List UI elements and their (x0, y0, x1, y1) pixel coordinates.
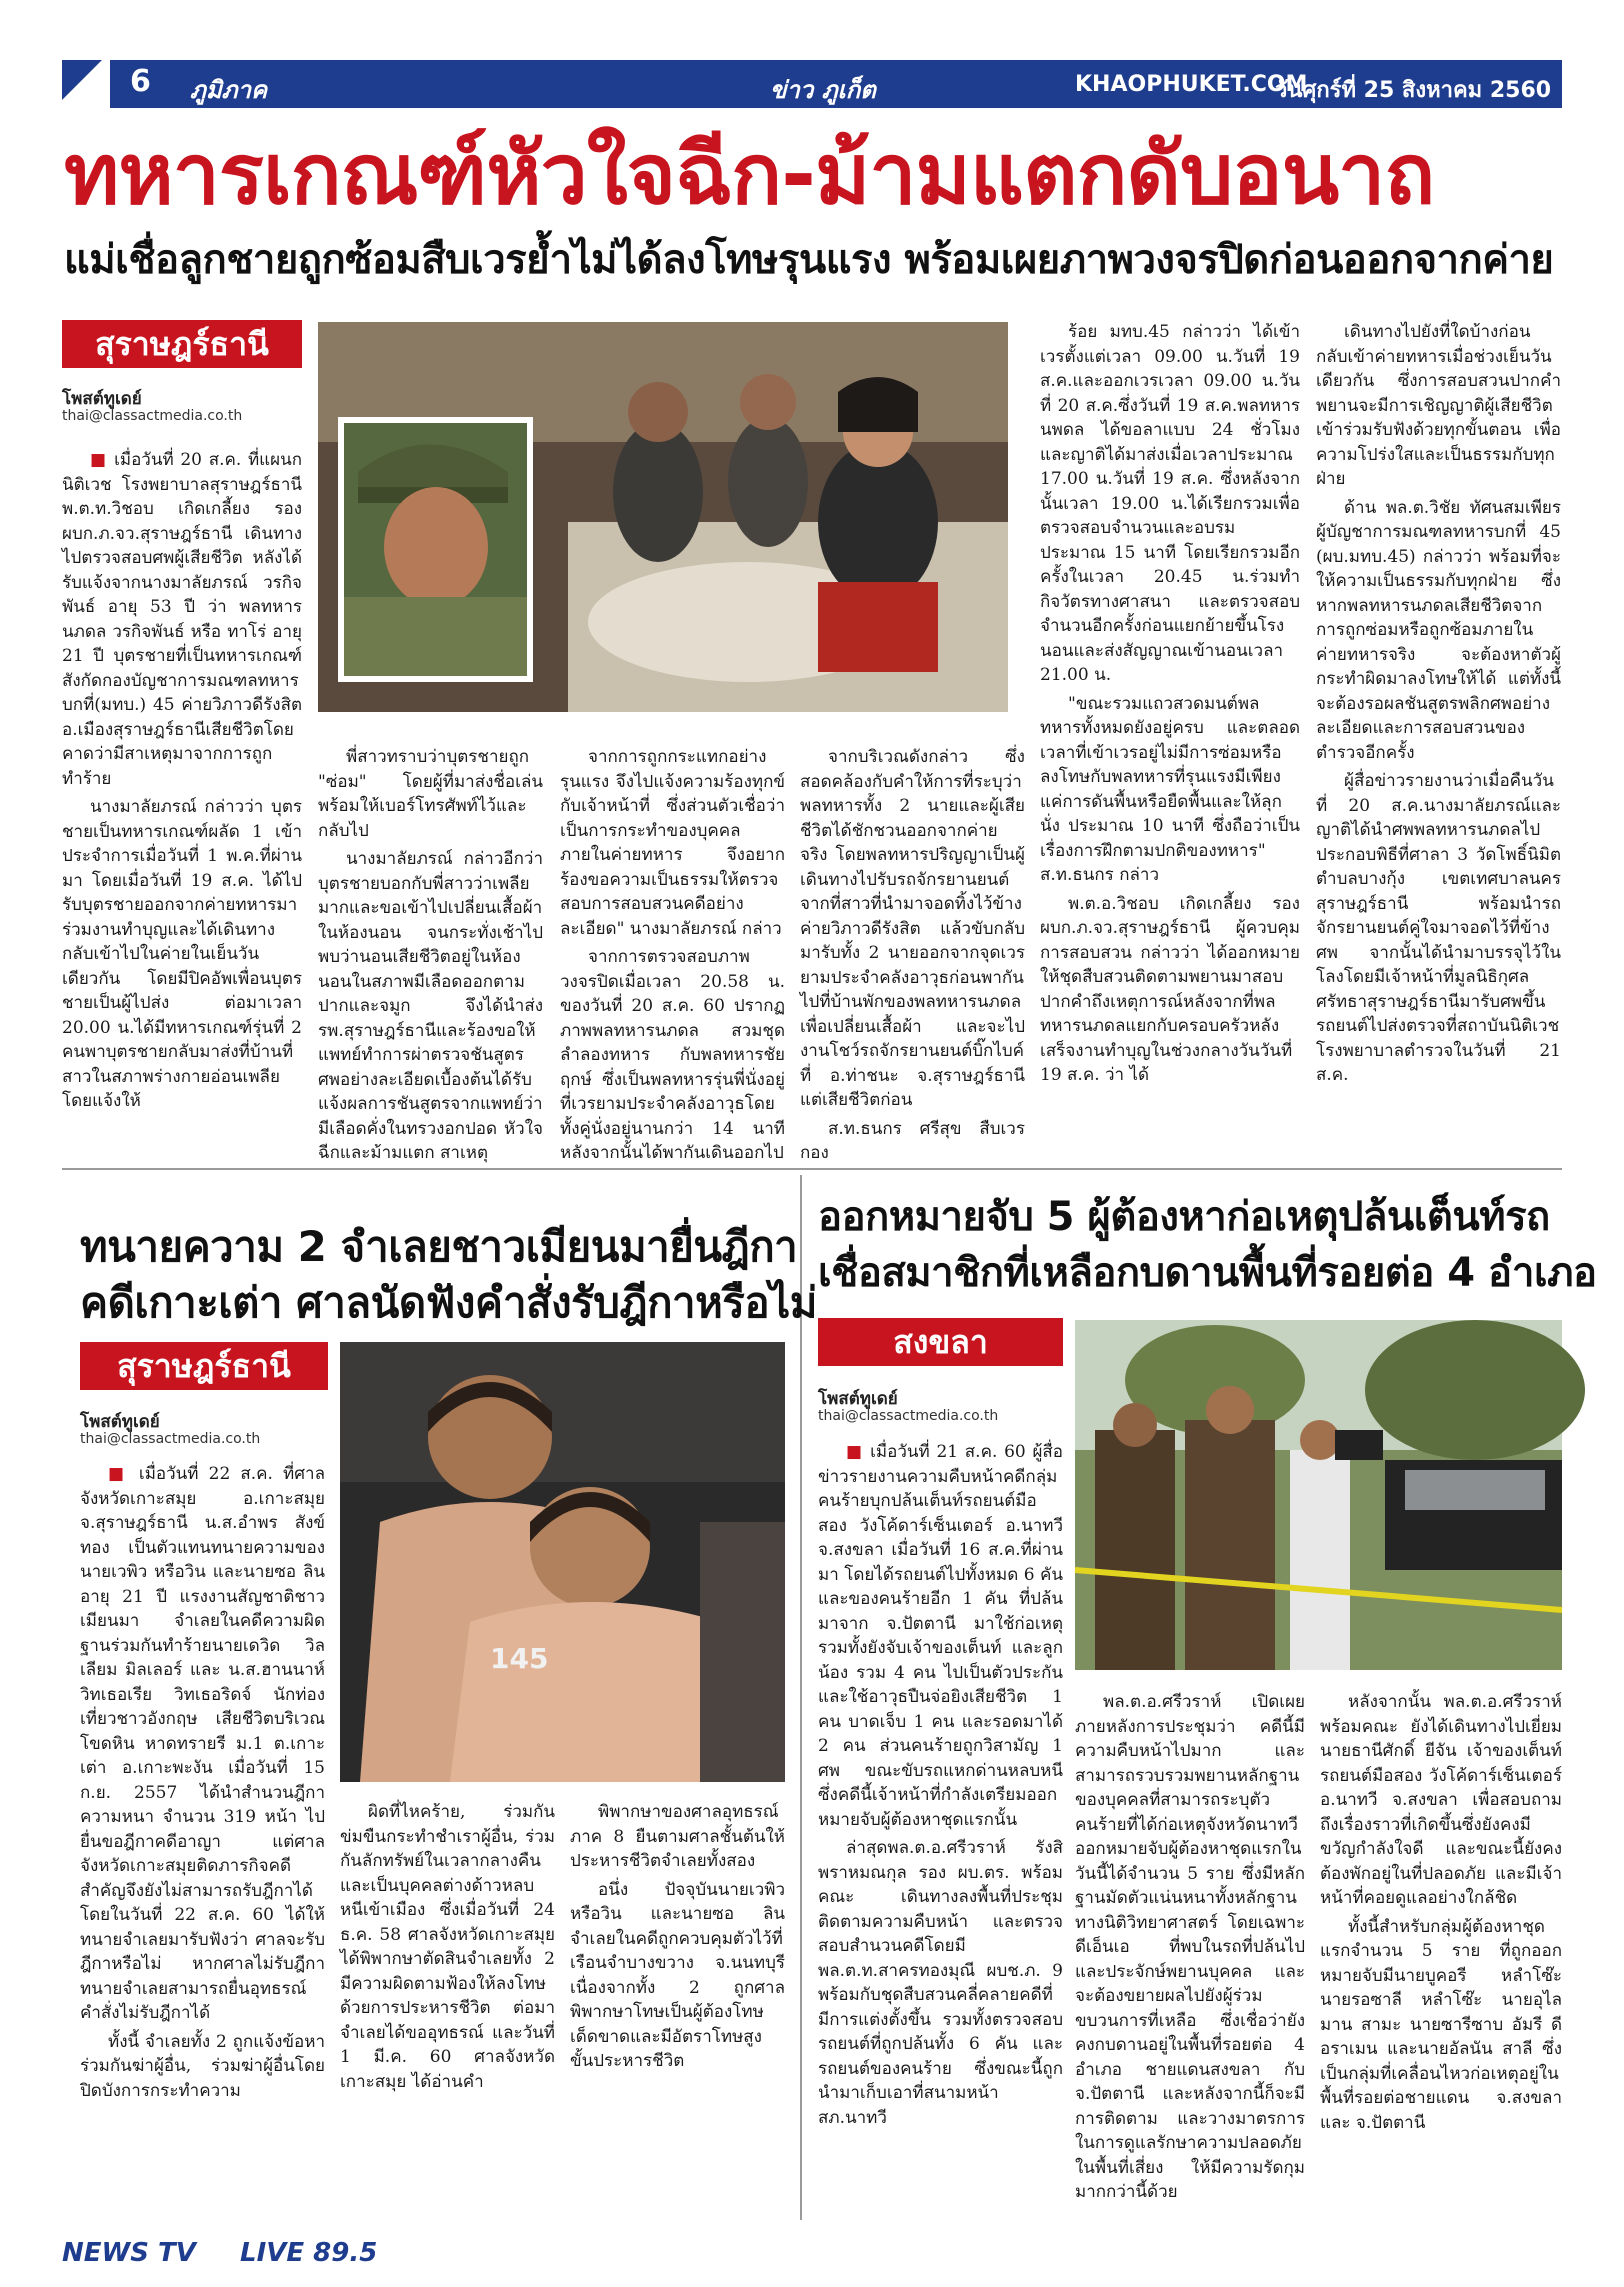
story1-email: thai@classactmedia.co.th (62, 408, 243, 424)
story2-headline-1: ทนายความ 2 จำเลยชาวเมียนมายื่นฎีกา (80, 1222, 798, 1271)
story3-byline: โพสต์ทูเดย์ (818, 1389, 898, 1409)
story3-email: thai@classactmedia.co.th (818, 1408, 999, 1424)
story2-column-2: ผิดที่ไหคร้าย, ร่วมกันข่มขืนกระทำชำเราผู้อื่น, ร่วมกันลักทรัพย์ในเวลากลางคืน และเป็นบุคคลต่างด้าวหลบหนีเข้าเมือง ซึ่งเมื่อวันที่ 24 ธ.ค. 58 ศาลจังหวัดเกาะสมุยได้พิพากษาตัดสินจำเลยทั้ง 2 มีความผิดตามฟ้องให้ลงโทษด้วยการประหารชีวิต ต่อมาจำเลยได้ขออุทธรณ์ และวันที่ 1 มี.ค. 60 ศาลจังหวัดเกาะสมุย ได้อ่านคำ (340, 1802, 555, 2092)
story3-region-tag: สงขลา (818, 1318, 1063, 1366)
story1-column-4: จากบริเวณดังกล่าว ซึ่งสอดคล้องกับคำให้การที่ระบุว่าพลทหารทั้ง 2 นายและผู้เสียชีวิตได้ชักชวนออกจากค่ายจริง โดยพลทหารปริญญาเป็นผู้เดินทางไปรับรถจักรยานยนต์จากที่สาวที่นำมาจอดทิ้งไว้ข้างค่ายวิภาวดีรังสิต แล้วขับกลับมารับทั้ง 2 นายออกจากจุดเวรยามประจำคลังอาวุธก่อนพากันไปที่บ้านพักของพลทหารนภดลเพื่อเปลี่ยนเสื้อผ้า และจะไปงานโชว์รถจักรยานยนต์บิ๊กไบค์ที่ อ.ท่าชนะ จ.สุราษฎร์ธานี แต่เสียชีวิตก่อน ส.ท.ธนกร ศรีสุข สืบเวร กอง (800, 747, 1025, 1163)
story2-region-tag: สุราษฎร์ธานี (80, 1342, 328, 1390)
story2-email: thai@classactmedia.co.th (80, 1431, 261, 1447)
newstv-logo: NEWS TV (62, 2238, 196, 2268)
story1-column-1: ■ เมื่อวันที่ 20 ส.ค. ที่แผนกนิติเวช โรงพยาบาลสุราษฎร์ธานี พ.ต.ท.วิชอบ เกิดเกลี้ยง รอง ผบก.ภ.จว.สุราษฎร์ธานี เดินทางไปตรวจสอบศพผู้เสียชีวิต หลังได้รับแจ้งจากนางมาลัยภรณ์ วรกิจพันธ์ อายุ 53 ปี ว่า พลทหาร นภดล วรกิจพันธ์ หรือ ทาโร่ อายุ 21 ปี บุตรชายที่เป็นทหารเกณฑ์สังกัดกองบัญชาการมณฑลทหารบกที่(มทบ.) 45 ค่ายวิภาวดีรังสิต อ.เมืองสุราษฎร์ธานีเสียชีวิตโดยคาดว่ามีสาเหตุมาจากการถูกทำร้าย นางมาลัยภรณ์ กล่าวว่า บุตรชายเป็นทหารเกณฑ์ผลัด 1 เข้าประจำการเมื่อวันที่ 1 พ.ค.ที่ผ่านมา โดยเมื่อวันที่ 19 ส.ค. ได้ไปรับบุตรชายออกจากค่ายทหารมาร่วมงานทำบุญและได้เดินทางกลับเข้าไปในค่ายในเย็นวันเดียวกัน โดยมีปิคอัพเพื่อนบุตรชายเป็นผู้ไปส่ง ต่อมาเวลา 20.00 น.ได้มีทหารเกณฑ์รุ่นที่ 2 คนพาบุตรชายกลับมาส่งที่บ้านที่สาวในสภาพร่างกายอ่อนเพลีย โดยแจ้งให้ (62, 450, 302, 1111)
story1-column-6: เดินทางไปยังที่ใดบ้างก่อนกลับเข้าค่ายทหารเมื่อช่วงเย็นวันเดียวกัน ซึ่งการสอบสวนปากคำพยานจะมีการเชิญญาติผู้เสียชีวิตเข้าร่วมรับฟังด้วยทุกขั้นตอน เพื่อความโปร่งใสและเป็นธรรมกับทุกฝ่าย ด้าน พล.ต.วิชัย ทัศนสมเพียร ผู้บัญชาการมณฑลทหารบกที่ 45 (ผบ.มทบ.45) กล่าวว่า พร้อมที่จะให้ความเป็นธรรมกับทุกฝ่าย ซึ่งหากพลทหารนภดลเสียชีวิตจากการถูกซ่อมหรือถูกซ้อมภายในค่ายทหารจริง จะต้องหาตัวผู้กระทำผิดมาลงโทษให้ได้ แต่ทั้งนี้จะต้องรอผลชันสูตรพลิกศพอย่างละเอียดและการสอบสวนของตำรวจอีกครั้ง ผู้สื่อข่าวรายงานว่าเมื่อคืนวันที่ 20 ส.ค.นางมาลัยภรณ์และญาติได้นำศพพลทหารนภดลไปประกอบพิธีที่ศาลา 3 วัดโพธิ์นิมิต ตำบลบางกุ้ง เขตเทศบาลนครสุราษฎร์ธานี พร้อมนำรถจักรยานยนต์คู่ใจมาจอดไว้ที่ข้างศพ จากนั้นได้นำมาบรรจุไว้ในโลงโดยมีเจ้าหน้าที่มูลนิธิกุศลศรัทธาสุราษฎร์ธานีมารับศพขึ้นรถยนต์ไปส่งตรวจที่สถาบันนิติเวช โรงพยาบาลตำรวจในวันที่ 21 ส.ค. (1316, 322, 1561, 1085)
story2-photo (340, 1342, 785, 1782)
live-radio-logo: LIVE 89.5 (240, 2238, 378, 2268)
story1-headline: ทหารเกณฑ์หัวใจฉีก-ม้ามแตกดับอนาถ (64, 125, 1435, 223)
story2-byline: โพสต์ทูเดย์ (80, 1412, 160, 1432)
issue-date: วันศุกร์ที่ 25 สิงหาคม 2560 (1275, 78, 1552, 103)
corner-triangle-icon (62, 60, 102, 100)
story2-column-3: พิพากษาของศาลอุทธรณ์ภาค 8 ยืนตามศาลชั้นต้นให้ประหารชีวิตจำเลยทั้งสอง อนึ่ง ปัจจุบันนายเวพิว หรือวิน และนายซอ ลิน จำเลยในคดีถูกควบคุมตัวไว้ที่เรือนจำบางขวาง จ.นนทบุรี เนื่องจากทั้ง 2 ถูกศาลพิพากษาโทษเป็นผู้ต้องโทษเด็ดขาดและมีอัตราโทษสูงขั้นประหารชีวิต (570, 1802, 785, 2071)
story2-column-1: ■ เมื่อวันที่ 22 ส.ค. ที่ศาลจังหวัดเกาะสมุย อ.เกาะสมุย จ.สุราษฎร์ธานี น.ส.อำพร สังข์ทอง เป็นตัวแทนทนายความของนายเวพิว หรือวิน และนายซอ ลิน อายุ 21 ปี แรงงานสัญชาติชาวเมียนมา จำเลยในคดีความผิดฐานร่วมกันทำร้ายนายเดวิด วิลเลียม มิลเลอร์ และ น.ส.ฮานนาห์ วิทเธอเรีย วิทเธอริดจ์ นักท่องเที่ยวชาวอังกฤษ เสียชีวิตบริเวณโขดหิน หาดทรายรี ม.1 ต.เกาะเต่า อ.เกาะพะงัน เมื่อวันที่ 15 ก.ย. 2557 ได้นำสำนวนฎีกาความหนา จำนวน 319 หน้า ไปยื่นขอฎีกาคดีอาญา แต่ศาลจังหวัดเกาะสมุยติดภารกิจคดีสำคัญจึงยังไม่สามารถรับฎีกาได้ โดยในวันที่ 22 ส.ค. 60 ได้ให้ทนายจำเลยมารับฟังว่า ศาลจะรับฎีกาหรือไม่ หากศาลไม่รับฎีกาทนายจำเลยสามารถยื่นอุทธรณ์คำสั่งไม่รับฎีกาได้ ทั้งนี้ จำเลยทั้ง 2 ถูกแจ้งข้อหาร่วมกันฆ่าผู้อื่น, ร่วมฆ่าผู้อื่นโดยปิดบังการกระทำความ (80, 1464, 326, 2101)
story3-column-3: หลังจากนั้น พล.ต.อ.ศรีวราห์ พร้อมคณะ ยังได้เดินทางไปเยี่ยม นายธานีศักดิ์ ยีจัน เจ้าของเต็นท์รถยนต์มือสอง วังโค้ดาร์เซ็นเตอร์ อ.นาทวี จ.สงขลา เพื่อสอบถามถึงเรื่องราวที่เกิดขึ้นซึ่งยังคงมีขวัญกำลังใจดี และขณะนี้ยังคงต้องพักอยู่ในที่ปลอดภัย และมีเจ้าหน้าที่คอยดูแลอย่างใกล้ชิด ทั้งนี้สำหรับกลุ่มผู้ต้องหาชุดแรกจำนวน 5 ราย ที่ถูกออกหมายจับมีนายบูคอรี หลำโซ๊ะ นายรอซาลี หลำโซ๊ะ นายอุไลมาน สามะ นายซารีซาบ อัมรี ดีอราเมน และนายอัลนัน สาลี ซึ่งเป็นกลุ่มที่เคลื่อนไหวก่อเหตุอยู่ในพื้นที่รอยต่อชายแดน จ.สงขลา และ จ.ปัตตานี (1320, 1692, 1562, 2133)
story2-headline-2: คดีเกาะเต่า ศาลนัดฟังคำสั่งรับฎีกาหรือไม่ (80, 1278, 817, 1327)
story3-column-1: ■ เมื่อวันที่ 21 ส.ค. 60 ผู้สื่อข่าวรายงานความคืบหน้าคดีกลุ่มคนร้ายบุกปล้นเต็นท์รถยนต์มือสอง วังโค้ดาร์เซ็นเตอร์ อ.นาทวี จ.สงขลา เมื่อวันที่ 16 ส.ค.ที่ผ่านมา โดยได้รถยนต์ไปทั้งหมด 6 คัน และของคนร้ายอีก 1 คัน ที่ปล้นมาจาก จ.ปัตตานี มาใช้ก่อเหตุ รวมทั้งยังจับเจ้าของเต็นท์ และลูกน้อง รวม 4 คน ไปเป็นตัวประกัน และใช้อาวุธปืนจ่อยิงเสียชีวิต 1 คน บาดเจ็บ 1 คน และรอดมาได้ 2 คน ส่วนคนร้ายถูกวิสามัญ 1 ศพ ขณะขับรถแหกด่านหลบหนี ซึ่งคดีนี้เจ้าหน้าที่กำลังเตรียมออกหมายจับผู้ต้องหาชุดแรกนั้น ล่าสุดพล.ต.อ.ศรีวราห์ รังสิพราหมณกุล รอง ผบ.ตร. พร้อมคณะ เดินทางลงพื้นที่ประชุมติดตามความคืบหน้า และตรวจสอบสำนวนคดีโดยมีพล.ต.ท.สาครทองมุณี ผบช.ภ. 9 พร้อมกับชุดสืบสวนคลี่คลายคดีที่มีการแต่งตั้งขึ้น รวมทั้งตรวจสอบรถยนต์ที่ถูกปล้นทั้ง 6 คัน และรถยนต์ของคนร้าย ซึ่งขณะนี้ถูกนำมาเก็บเอาที่สนามหน้า สภ.นาทวี (818, 1442, 1063, 2128)
story1-region-tag: สุราษฎร์ธานี (62, 320, 302, 368)
story2-photo-number: 145 (490, 1642, 549, 1675)
story3-photo (1075, 1320, 1562, 1670)
story1-column-3: จากการถูกกระแทกอย่างรุนแรง จึงไปแจ้งความร้องทุกข์กับเจ้าหน้าที่ ซึ่งส่วนตัวเชื่อว่าเป็นการกระทำของบุคคลภายในค่ายทหาร จึงอยากร้องขอความเป็นธรรมให้ตรวจสอบการสอบสวนคดีอย่างละเอียด" นางมาลัยภรณ์ กล่าว จากการตรวจสอบภาพวงจรปิดเมื่อเวลา 20.58 น. ของวันที่ 20 ส.ค. 60 ปรากฏภาพพลทหารนภดล สวมชุดลำลองทหาร กับพลทหารชัยฤกษ์ ซึ่งเป็นพลทหารรุ่นพี่นั่งอยู่ที่เวรยามประจำคลังอาวุธโดยทั้งคู่นั่งอยู่นานกว่า 14 นาที หลังจากนั้นได้พากันเดินออกไป (560, 747, 785, 1163)
column-divider (800, 1175, 802, 2220)
story1-byline: โพสต์ทูเดย์ (62, 389, 142, 409)
story3-headline-2: เชื่อสมาชิกที่เหลือกบดานพื้นที่รอยต่อ 4 อำเภอ (818, 1250, 1597, 1296)
section-name: ภูมิภาค (190, 76, 267, 104)
story1-subheadline: แม่เชื่อลูกชายถูกซ้อมสืบเวรย้ำไม่ได้ลงโทษรุนแรง พร้อมเผยภาพวงจรปิดก่อนออกจากค่าย (64, 237, 1554, 283)
story1-photo (318, 322, 1008, 712)
story3-headline-1: ออกหมายจับ 5 ผู้ต้องหาก่อเหตุปล้นเต็นท์รถ (818, 1194, 1550, 1240)
newspaper-logo: ข่าว ภูเก็ต (770, 76, 876, 104)
story3-column-2: พล.ต.อ.ศรีวราห์ เปิดเผยภายหลังการประชุมว่า คดีนี้มีความคืบหน้าไปมาก และสามารถรวบรวมพยานหลักฐานของบุคคลที่สามารถระบุตัวคนร้ายที่ได้ก่อเหตุจังหวัดนาทวี ออกหมายจับผู้ต้องหาชุดแรกในวันนี้ได้จำนวน 5 ราย ซึ่งมีหลักฐานมัดตัวแน่นหนาทั้งหลักฐานทางนิติวิทยาศาสตร์ โดยเฉพาะดีเอ็นเอ ที่พบในรถที่ปล้นไป และประจักษ์พยานบุคคล และจะต้องขยายผลไปยังผู้ร่วมขบวนการที่เหลือ ซึ่งเชื่อว่ายังคงกบดานอยู่ในพื้นที่รอยต่อ 4 อำเภอ ชายแดนสงขลา กับ จ.ปัตตานี และหลังจากนี้ก็จะมีการติดตาม และวางมาตรการในการดูแลรักษาความปลอดภัยในพื้นที่เสี่ยง ให้มีความรัดกุมมากกว่านี้ด้วย (1075, 1692, 1305, 2202)
section-divider (62, 1168, 1562, 1170)
website: KHAOPHUKET.COM (1075, 72, 1308, 97)
story1-column-2: พี่สาวทราบว่าบุตรชายถูก "ซ่อม" โดยผู้ที่มาส่งชื่อเล่นพร้อมให้เบอร์โทรศัพท์ไว้และกลับไป นางมาลัยภรณ์ กล่าวอีกว่า บุตรชายบอกกับพี่สาวว่าเพลียมากและขอเข้าไปเปลี่ยนเสื้อผ้าในห้องนอน จนกระทั่งเช้าไปพบว่านอนเสียชีวิตอยู่ในห้องนอนในสภาพมีเลือดออกตามปากและจมูก จึงได้นำส่งรพ.สุราษฎร์ธานีและร้องขอให้แพทย์ทำการผ่าตรวจชันสูตรศพอย่างละเอียดเบื้องต้นได้รับแจ้งผลการชันสูตรจากแพทย์ว่ามีเลือดคั่งในทรวงอกปอด หัวใจฉีกและม้ามแตก สาเหตุ (318, 747, 543, 1163)
page-number: 6 (130, 64, 151, 99)
story1-column-5: ร้อย มทบ.45 กล่าวว่า ได้เข้าเวรตั้งแต่เวลา 09.00 น.วันที่ 19 ส.ค.และออกเวรเวลา 09.00 น.วันที่ 20 ส.ค.ซึ่งวันที่ 19 ส.ค.พลทหารนพดล ได้ขอลาแบบ 24 ชั่วโมง และญาติได้มาส่งเมื่อเวลาประมาณ 17.00 น.วันที่ 19 ส.ค. ซึ่งหลังจากนั้นเวลา 19.00 น.ได้เรียกรวมเพื่อตรวจสอบจำนวนและอบรมประมาณ 15 นาที โดยเรียกรวมอีกครั้งในเวลา 20.45 น.ร่วมทำกิจวัตรทางศาสนา และตรวจสอบจำนวนอีกครั้งก่อนแยกย้ายขึ้นโรงนอนและส่งสัญญาณเข้านอนเวลา 21.00 น. "ขณะรวมแถวสวดมนต์พลทหารทั้งหมดยังอยู่ครบ และตลอดเวลาที่เข้าเวรอยู่ไม่มีการซ่อมหรือลงโทษกับพลทหารที่รุนแรงมีเพียงแค่การดันพื้นหรือยืดพื้นและให้ลุกนั่ง ประมาณ 10 นาที ซึ่งถือว่าเป็นเรื่องการฝึกตามปกติของทหาร" ส.ท.ธนกร กล่าว พ.ต.อ.วิชอบ เกิดเกลี้ยง รอง ผบก.ภ.จว.สุราษฎร์ธานี ผู้ควบคุมการสอบสวน กล่าวว่า ได้ออกหมายให้ชุดสืบสวนติดตามพยานมาสอบปากคำถึงเหตุการณ์หลังจากที่พลทหารนภดลแยกกับครอบครัวหลังเสร็จงานทำบุญในช่วงกลางวันวันที่ 19 ส.ค. ว่า ได้ (1040, 322, 1300, 1085)
